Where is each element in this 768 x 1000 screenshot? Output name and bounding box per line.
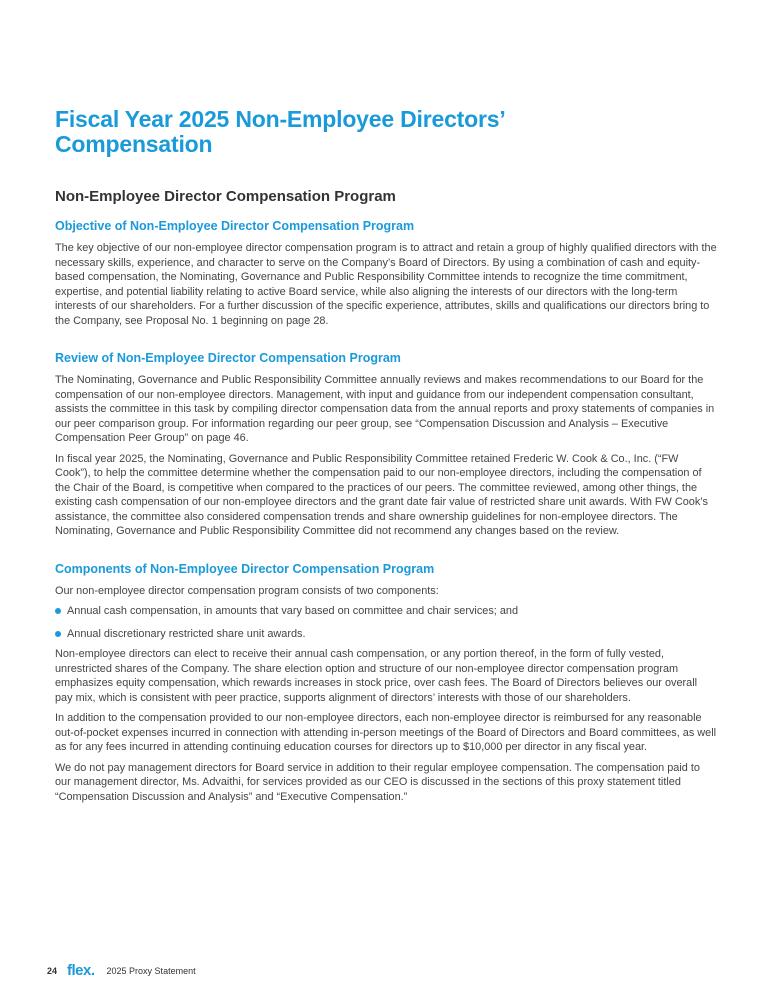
list-item — [55, 627, 717, 642]
document-title: 2025 Proxy Statement — [106, 965, 196, 976]
page-content — [55, 107, 717, 804]
page-number: 24 — [47, 965, 58, 976]
paragraph: Our non-employee director compensation program consists of two components: — [55, 584, 439, 597]
page-title — [55, 107, 717, 157]
section-heading: Review of Non-Employee Director Compensation Program — [55, 351, 401, 365]
list-item-text: Annual cash compensation, in amounts that vary based on committee and chair services; and — [67, 605, 518, 617]
list-item-text: Annual discretionary restricted share unit awards. — [67, 627, 306, 640]
flex-logo: flex. — [67, 962, 95, 979]
section-heading: Objective of Non-Employee Director Compensation Program — [55, 219, 415, 233]
components-list — [55, 604, 717, 641]
paragraph: In addition to the compensation provided to our non-employee directors, each non-employee director is reimbursed for any reasonable out-of-pocket expenses incurred in connection with attending in-person meetings of the Board of Directors and Board committees, as well as for any fees incurred in attending continuing education courses for directors up to $10,000 per director in any fiscal year. — [55, 712, 717, 753]
paragraph: The key objective of our non-employee director compensation program is to attract and retain a group of highly qualified directors with the necessary skills, experience, and character to serve on the Company’s Board of Directors. By using a combination of cash and equity-based compensation, the Nominating, Governance and Public Responsibility Committee intends to recognize the time commitment, expertise, and potential liability relating to active Board service, while also aligning the interests of our directors with the long-term interests of our shareholders. For a further discussion of the specific experience, attributes, skills and qualifications our directors bring to the Company, see Proposal No. 1 beginning on page 28. — [55, 242, 717, 327]
paragraph: In fiscal year 2025, the Nominating, Governance and Public Responsibility Committee retained Frederic W. Cook & Co., Inc. (“FW Cook”), to help the committee determine whether the compensation paid to our non-employee directors, including the compensation of the Chair of the Board, is competitive when compared to the practices of our peers. The committee reviewed, among other things, the existing cash compensation of our non-employee directors and the grant date fair value of restricted share unit awards. With FW Cook’s assistance, the committee also considered compensation trends and share ownership guidelines for non-employee directors. The Nominating, Governance and Public Responsibility Committee did not recommend any changes based on the review. — [55, 452, 708, 537]
page-footer — [47, 962, 196, 979]
page-title-line2: Compensation — [55, 131, 213, 157]
components-section — [55, 561, 717, 805]
bullet-icon — [55, 631, 61, 637]
section-heading: Components of Non-Employee Director Compensation Program — [55, 561, 435, 576]
page-title-line1: Fiscal Year 2025 Non-Employee Directors’ — [55, 106, 506, 132]
program-heading: Non-Employee Director Compensation Program — [55, 188, 396, 205]
bullet-icon — [55, 608, 61, 614]
objective-section — [55, 218, 717, 328]
paragraph: The Nominating, Governance and Public Responsibility Committee annually reviews and makes recommendations to our Board for the compensation of our non-employee directors. Management, with input and guidance from our independent compensation consultant, assists the committee in this task by compiling director compensation data from the annual reports and proxy statements of companies in our peer comparison group. For information regarding our peer group, see “Compensation Discussion and Analysis – Executive Compensation Peer Group” on page 46. — [55, 374, 715, 444]
paragraph: Non-employee directors can elect to receive their annual cash compensation, or any portion thereof, in the form of fully vested, unrestricted shares of the Company. The share election option and structure of our non-employee director compensation program emphasizes equity compensation, which rewards increases in stock price, over cash fees. The Board of Directors believes our overall pay mix, which is consistent with peer practice, supports alignment of directors’ interests with those of our shareholders. — [55, 648, 698, 704]
list-item — [55, 604, 717, 619]
paragraph: We do not pay management directors for Board service in addition to their regular employee compensation. The compensation paid to our management director, Ms. Advaithi, for services provided as our CEO is discussed in the sections of this proxy statement titled “Compensation Discussion and Analysis” and “Executive Compensation.” — [55, 761, 700, 803]
review-section — [55, 350, 717, 539]
